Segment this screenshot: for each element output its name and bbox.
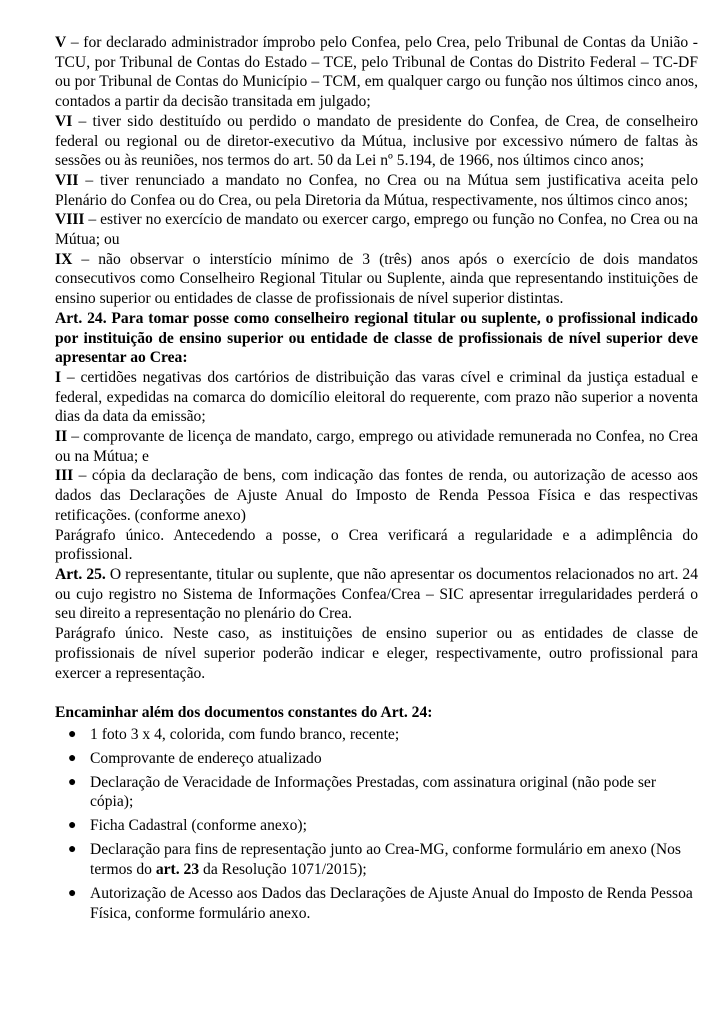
list-item-text: Autorização de Acesso aos Dados das Declarações de Ajuste Anual do Imposto de Renda Pessoa Física, conforme formulário anexo. (90, 885, 693, 922)
requirements-heading (55, 703, 698, 723)
item-text: – certidões negativas dos cartórios de distribuição das varas cível e criminal da justiça estadual e federal, expedidas na comarca do domicílio eleitoral do requerente, com prazo não superior a noventa dias da data da emissão; (55, 368, 698, 426)
item-text: – não observar o interstício mínimo de 3 (três) anos após o exercício de dois mandatos consecutivos como Conselheiro Regional Titular ou Suplente, ainda que representando instituições de ensino superior ou entidades de classe de profissionais de nível superior distintas. (55, 250, 698, 308)
bullet-icon: ● (68, 886, 77, 901)
list-item (55, 749, 698, 769)
list-item-text: Declaração para fins de representação junto ao Crea-MG, conforme formulário em anexo (Nos termos do (90, 841, 682, 878)
list-item (55, 840, 698, 879)
item-number: IX (55, 250, 73, 268)
paragraph-ix (55, 250, 698, 309)
item-text: – tiver sido destituído ou perdido o mandato de presidente do Confea, de Crea, de conselheiro federal ou regional ou de diretor-executivo da Mútua, inclusive por excessivo número de faltas às sessões ou às reuniões, nos termos do art. 50 da Lei nº 5.194, de 1966, nos últimos cinco anos; (55, 112, 698, 170)
requirements-heading-text: Encaminhar além dos documentos constantes do Art. 24: (55, 703, 433, 721)
list-item (55, 725, 698, 745)
bullet-icon: ● (68, 842, 77, 858)
item-number: VI (55, 112, 73, 130)
article-25 (55, 565, 698, 624)
list-item-text-after: da Resolução 1071/2015); (199, 861, 367, 878)
item-text: – tiver renunciado a mandato no Confea, no Crea ou na Mútua sem justificativa aceita pelo Plenário do Confea ou do Crea, ou pela Diretoria da Mútua, respectivamente, nos últimos cinco anos; (55, 171, 698, 209)
list-item-text: Comprovante de endereço atualizado (90, 749, 322, 767)
requirements-list (55, 725, 698, 924)
paragraph-viii (55, 210, 698, 249)
bullet-icon: ● (68, 818, 77, 834)
list-item-text: 1 foto 3 x 4, colorida, com fundo branco, recente; (90, 725, 400, 743)
item-number: III (55, 467, 74, 485)
list-item (55, 773, 698, 812)
item-number: VIII (55, 211, 85, 229)
item-number: I (55, 368, 62, 386)
list-item (55, 816, 698, 836)
list-item-bold: art. 23 (155, 861, 200, 878)
item-text: – comprovante de licença de mandato, cargo, emprego ou atividade remunerada no Confea, no Crea ou na Mútua; e (55, 428, 698, 465)
article-24-item-iii (55, 466, 698, 525)
item-number: V (55, 34, 67, 51)
article-25-sole-paragraph: Parágrafo único. Neste caso, as instituições de ensino superior ou as entidades de classe de profissionais de nível superior poderão indicar e eleger, respectivamente, outro profissional para exercer a representação. (55, 625, 698, 682)
article-24-heading-text: Art. 24. Para tomar posse como conselheiro regional titular ou suplente, o profissional indicado por instituição de ensino superior ou entidade de classe de profissionais de nível superior deve apresentar ao Crea: (55, 309, 698, 367)
bullet-icon: ● (68, 774, 77, 790)
article-25-text: O representante, titular ou suplente, que não apresentar os documentos relacionados no art. 24 ou cujo registro no Sistema de Informações Confea/Crea – SIC apresentar irregularidades perderá o seu direito a representação no plenário do Crea. (55, 565, 698, 623)
article-24-item-ii (55, 427, 698, 466)
list-item-text: Declaração de Veracidade de Informações Prestadas, com assinatura original (não pode ser cópia); (90, 773, 657, 811)
article-24-item-i (55, 368, 698, 427)
list-item-text: Ficha Cadastral (conforme anexo); (90, 817, 307, 835)
section-gap (55, 683, 698, 703)
list-item (55, 884, 698, 923)
paragraph-vi (55, 112, 698, 171)
article-25-label: Art. 25. (55, 565, 106, 583)
bullet-icon: ● (68, 726, 77, 742)
article-24-heading (55, 309, 698, 368)
item-text: – for declarado administrador ímprobo pelo Confea, pelo Crea, pelo Tribunal de Contas da União - TCU, por Tribunal de Contas do Estado – TCE, pelo Tribunal de Contas do Distrito Federal – TC-DF ou por Tribunal de Contas do Município – TCM, em qualquer cargo ou função nos últimos cinco anos, contados a partir da decisão transitada em julgado; (55, 34, 698, 111)
paragraph-v (55, 33, 698, 112)
item-number: II (55, 428, 68, 446)
item-text: – cópia da declaração de bens, com indicação das fontes de renda, ou autorização de acesso aos dados das Declarações de Ajuste Anual do Imposto de Renda Pessoa Física e das respectivas retificações. (conforme anexo) (55, 467, 698, 524)
paragraph-vii (55, 171, 698, 210)
article-24-sole-paragraph: Parágrafo único. Antecedendo a posse, o Crea verificará a regularidade e a adimplência do profissional. (55, 526, 698, 564)
item-number: VII (55, 171, 79, 189)
item-text: – estiver no exercício de mandato ou exercer cargo, emprego ou função no Confea, no Crea ou na Mútua; ou (55, 211, 698, 249)
bullet-icon: ● (68, 750, 77, 766)
